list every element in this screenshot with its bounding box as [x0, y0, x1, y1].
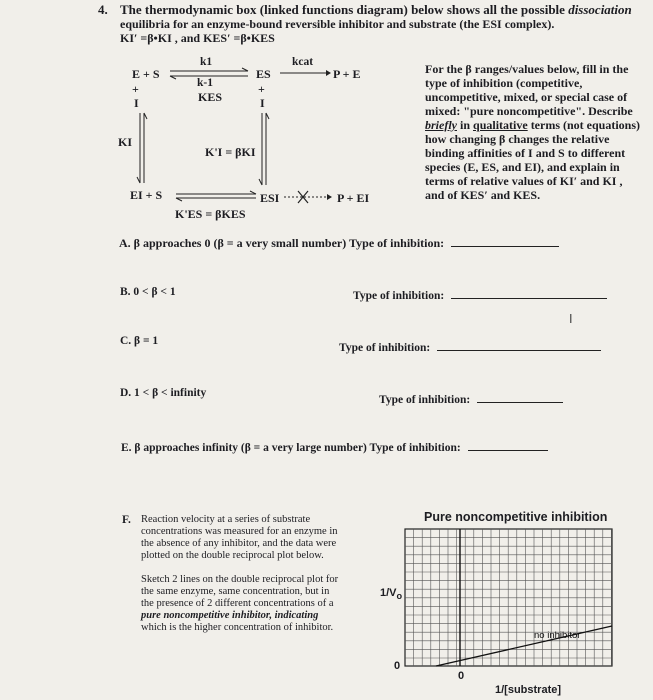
question-b-type: Type of inhibition:: [353, 290, 607, 302]
k-minus1-label: k-1: [197, 77, 213, 89]
kes-prime-label: K'ES = βKES: [175, 207, 246, 221]
f-p2-l5: which is the higher concentration of inhibitor.: [141, 622, 334, 633]
answer-e-blank[interactable]: [468, 450, 548, 451]
instr-line-10: and of KES′ and KES.: [425, 188, 541, 202]
instr-line-8: species (E, ES, and EI), and explain in: [425, 160, 620, 174]
plot-ylabel: $1/V_o$: [380, 587, 403, 602]
ki-prime-label: K'I = βKI: [205, 145, 256, 159]
question-f-label: F.: [122, 514, 131, 526]
f-p1-l3: the absence of any inhibitor, and the data were: [141, 538, 337, 549]
f-p1-l4: plotted on the double reciprocal plot below.: [141, 550, 324, 561]
instr-line-6: how changing β changes the relative: [425, 132, 610, 146]
kcat-label: kcat: [292, 56, 314, 68]
answer-d-blank[interactable]: [477, 402, 563, 403]
text-cursor-icon: I: [569, 312, 573, 326]
p-plus-ei-label: P + EI: [337, 191, 370, 205]
plot-y-zero: 0: [394, 660, 401, 672]
f-p2-l2: the same enzyme, same concentration, but in: [141, 586, 330, 597]
f-p1-l2: concentrations was measured for an enzyme in: [141, 526, 338, 537]
question-number: 4.: [98, 2, 108, 17]
plus-right: +: [258, 82, 265, 96]
header-line-3: KI′ =β•KI , and KES′ =β•KES: [120, 31, 275, 45]
k1-label: k1: [200, 56, 213, 68]
question-a: A. β approaches 0 (β = a very small number) Type of inhibition:: [119, 236, 559, 251]
question-c-type: Type of inhibition:: [339, 342, 601, 354]
question-b: B. 0 < β < 1: [120, 286, 176, 298]
instr-line-2: type of inhibition (competitive,: [425, 76, 583, 90]
f-p1-l1: Reaction velocity at a series of substrate: [141, 514, 311, 525]
ei-plus-s-label: EI + S: [130, 188, 163, 202]
instr-line-9: terms of relative values of KI′ and KI ,: [425, 174, 623, 188]
f-p2-l4: pure noncompetitive inhibitor, indicating: [141, 610, 319, 621]
question-d-type: Type of inhibition:: [379, 394, 563, 406]
f-p2-l1: Sketch 2 lines on the double reciprocal plot for: [141, 574, 339, 585]
i-right: I: [260, 96, 265, 110]
instr-line-1: For the β ranges/values below, fill in the: [425, 62, 629, 76]
answer-b-blank[interactable]: [451, 298, 607, 299]
p-plus-e-label: P + E: [333, 67, 361, 81]
plus-left: +: [132, 82, 139, 96]
header-line-1: The thermodynamic box (linked functions diagram) below shows all the possible dissociation: [120, 2, 632, 17]
kes-label: KES: [198, 90, 223, 104]
ki-label: KI: [118, 135, 133, 149]
i-left: I: [134, 96, 139, 110]
header-line-2: equilibria for an enzyme-bound reversible inhibitor and substrate (the ESI complex).: [120, 17, 555, 31]
plot-x-zero: 0: [458, 670, 465, 682]
instr-line-7: binding affinities of I and S to different: [425, 146, 626, 160]
f-p2-l3: the presence of 2 different concentrations of a: [141, 598, 334, 609]
answer-a-blank[interactable]: [451, 246, 559, 247]
instr-line-5: briefly in qualitative terms (not equations): [425, 118, 641, 132]
double-reciprocal-plot[interactable]: [404, 528, 616, 670]
question-e: E. β approaches infinity (β = a very large number) Type of inhibition:: [121, 442, 548, 454]
instr-line-4: mixed: "pure noncompetitive". Describe: [425, 104, 633, 118]
question-c: C. β = 1: [120, 335, 159, 347]
es-label: ES: [256, 67, 271, 81]
instr-line-3: uncompetitive, mixed, or special case of: [425, 90, 628, 104]
plot-gridlines: [405, 529, 612, 666]
e-plus-s-label: E + S: [132, 67, 160, 81]
esi-label: ESI: [260, 191, 280, 205]
answer-c-blank[interactable]: [437, 350, 601, 351]
plot-xlabel: 1/[substrate]: [495, 684, 562, 696]
no-inhibitor-label: no inhibitor: [534, 630, 581, 641]
plot-title: Pure noncompetitive inhibition: [424, 510, 608, 524]
question-d: D. 1 < β < infinity: [120, 387, 207, 399]
